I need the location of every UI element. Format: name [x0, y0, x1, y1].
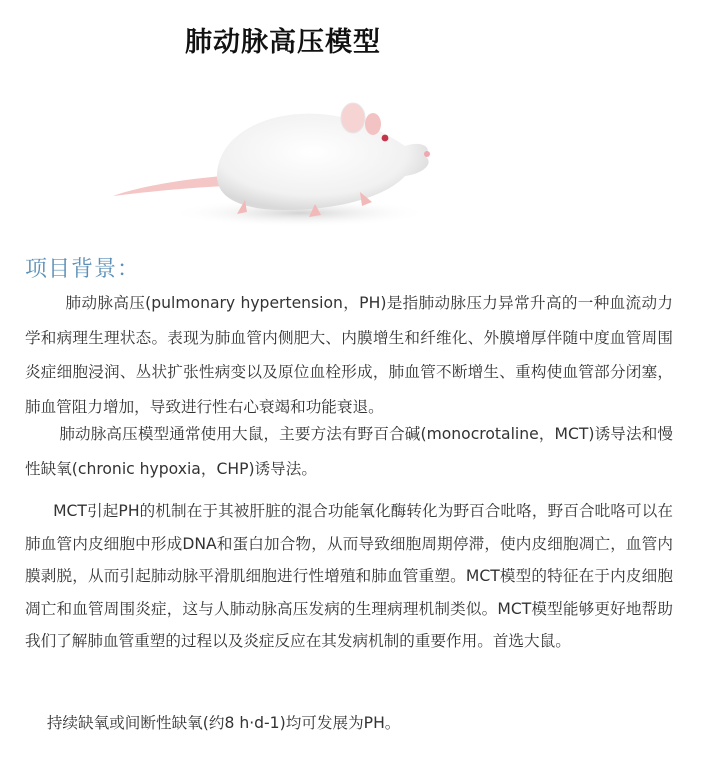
- paragraph-definition: 肺动脉高压(pulmonary hypertension，PH)是指肺动脉压力异常升高的一种血流动力学和病理生理状态。表现为肺血管内侧肥大、内膜增生和纤维化、外膜增厚伴随中度血管周围炎症细胞浸润、丛状扩张性病变以及原位血栓形成，肺血管不断增生、重构使血管部分闭塞，肺血管阻力增加，导致进行性右心衰竭和功能衰退。: [25, 294, 673, 416]
- paragraph-methods: 肺动脉高压模型通常使用大鼠，主要方法有野百合碱(monocrotaline，MCT)诱导法和慢性缺氧(chronic hypoxia，CHP)诱导法。: [25, 425, 673, 478]
- paragraph-mct-mechanism: MCT引起PH的机制在于其被肝脏的混合功能氧化酶转化为野百合吡咯，野百合吡咯可以在肺血管内皮细胞中形成DNA和蛋白加合物，从而导致细胞周期停滞，使内皮细胞凋亡，血管内膜剥脱，从而引起肺动脉平滑肌细胞进行性增殖和肺血管重塑。MCT模型的特征在于内皮细胞凋亡和血管周围炎症，这与人肺动脉高压发病的生理病理机制类似。MCT模型能够更好地帮助我们了解肺血管重塑的过程以及炎症反应在其发病机制的重要作用。首选大鼠。: [25, 502, 673, 651]
- paragraph-hypoxia: 持续缺氧或间断性缺氧(约8 h·d-1)均可发展为PH。: [46, 714, 401, 732]
- section-heading-background: 项目背景：: [25, 257, 141, 282]
- white-rat-illustration: [105, 88, 435, 238]
- page-title: 肺动脉高压模型: [185, 27, 381, 58]
